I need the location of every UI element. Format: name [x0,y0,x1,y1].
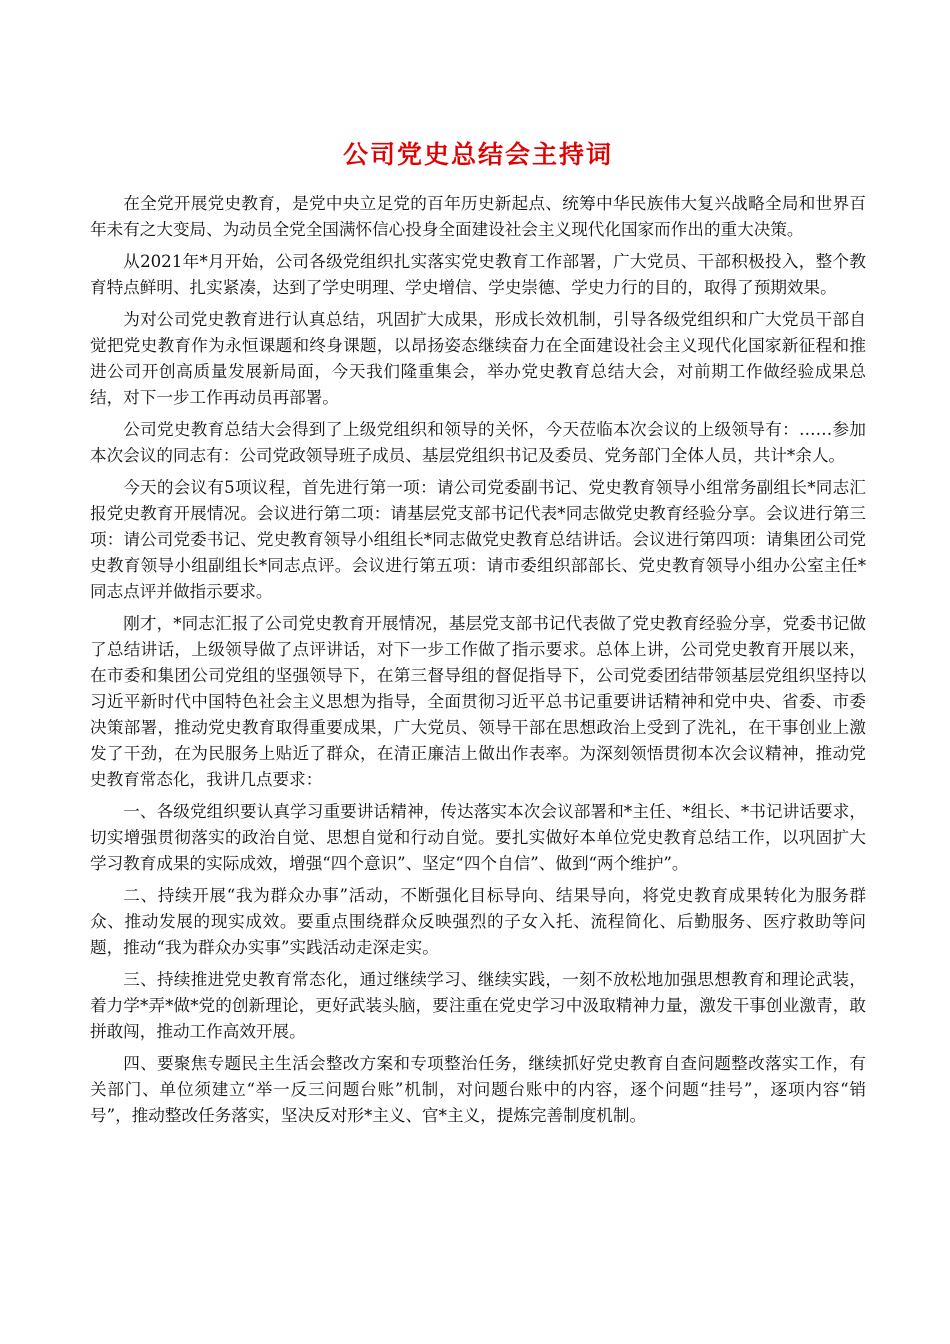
paragraph-8: 二、持续开展“我为群众办事”活动，不断强化目标导向、结果导向，将党史教育成果转化为服务群众、推动发展的现实成效。要重点围绕群众反映强烈的子女入托、流程简化、后勤服务、医疗救助等问题，推动“我为群众办实事”实践活动走深走实。 [90,886,866,957]
paragraph-6: 刚才，*同志汇报了公司党史教育开展情况，基层党支部书记代表做了党史教育经验分享，党委书记做了总结讲话，上级领导做了点评讲话，对下一步工作做了指示要求。总体上讲，公司党史教育开展以来，在市委和集团公司党组的坚强领导下，在第三督导组的督促指导下，公司党委团结带领基层党组织坚持以习近平新时代中国特色社会主义思想为指导，全面贯彻习近平总书记重要讲话精神和党中央、省委、市委决策部署，推动党史教育取得重要成果，广大党员、领导干部在思想政治上受到了洗礼，在干事创业上激发了干劲，在为民服务上贴近了群众，在清正廉洁上做出作表率。为深刻领悟贯彻本次会议精神，推动党史教育常态化，我讲几点要求： [90,614,866,789]
paragraph-2: 从2021年*月开始，公司各级党组织扎实落实党史教育工作部署，广大党员、干部积极投入，整个教育特点鲜明、扎实紧凑，达到了学史明理、学史增信、学史崇德、学史力行的目的，取得了预期效果。 [90,252,866,297]
paragraph-10: 四、要聚焦专题民主生活会整改方案和专项整治任务，继续抓好党史教育自查问题整改落实工作，有关部门、单位须建立“举一反三问题台账”机制，对问题台账中的内容，逐个问题“挂号”，逐项内容“销号”，推动整改任务落实，坚决反对形*主义、官*主义，提炼完善制度机制。 [90,1054,866,1125]
paragraph-5: 今天的会议有5项议程，首先进行第一项：请公司党委副书记、党史教育领导小组常务副组长*同志汇报党史教育开展情况。会议进行第二项：请基层党支部书记代表*同志做党史教育经验分享。会议进行第三项：请公司党委书记、党史教育领导小组组长*同志做党史教育总结讲话。会议进行第四项：请集团公司党史教育领导小组副组长*同志点评。会议进行第五项：请市委组织部部长、党史教育领导小组办公室主任*同志点评并做指示要求。 [90,478,866,601]
paragraph-4: 公司党史教育总结大会得到了上级党组织和领导的关怀，今天莅临本次会议的上级领导有：……参加本次会议的同志有：公司党政领导班子成员、基层党组织书记及委员、党务部门全体人员，共计*余人。 [90,420,866,465]
document-page [90,130,866,1135]
paragraph-1: 在全党开展党史教育，是党中央立足党的百年历史新起点、统筹中华民族伟大复兴战略全局和世界百年未有之大变局、为动员全党全国满怀信心投身全面建设社会主义现代化国家而作出的重大决策。 [90,194,866,239]
paragraph-9: 三、持续推进党史教育常态化，通过继续学习、继续实践，一刻不放松地加强思想教育和理论武装，着力学*弄*做*党的创新理论，更好武装头脑，要注重在党史学习中汲取精神力量，激发干事创业激青，敢拼敢闯，推动工作高效开展。 [90,970,866,1041]
paragraph-7: 一、各级党组织要认真学习重要讲话精神，传达落实本次会议部署和*主任、*组长、*书记讲话要求，切实增强贯彻落实的政治自觉、思想自觉和行动自觉。要扎实做好本单位党史教育总结工作，以巩固扩大学习教育成果的实际成效，增强“四个意识”、坚定“四个自信”、做到“两个维护”。 [90,802,866,873]
document-title: 公司党史总结会主持词 [342,140,613,169]
paragraph-3: 为对公司党史教育进行认真总结，巩固扩大成果，形成长效机制，引导各级党组织和广大党员干部自觉把党史教育作为永恒课题和终身课题，以昂扬姿态继续奋力在全面建设社会主义现代化国家新征程和推进公司开创高质量发展新局面，今天我们隆重集会，举办党史教育总结大会，对前期工作做经验成果总结，对下一步工作再动员再部署。 [90,310,866,407]
